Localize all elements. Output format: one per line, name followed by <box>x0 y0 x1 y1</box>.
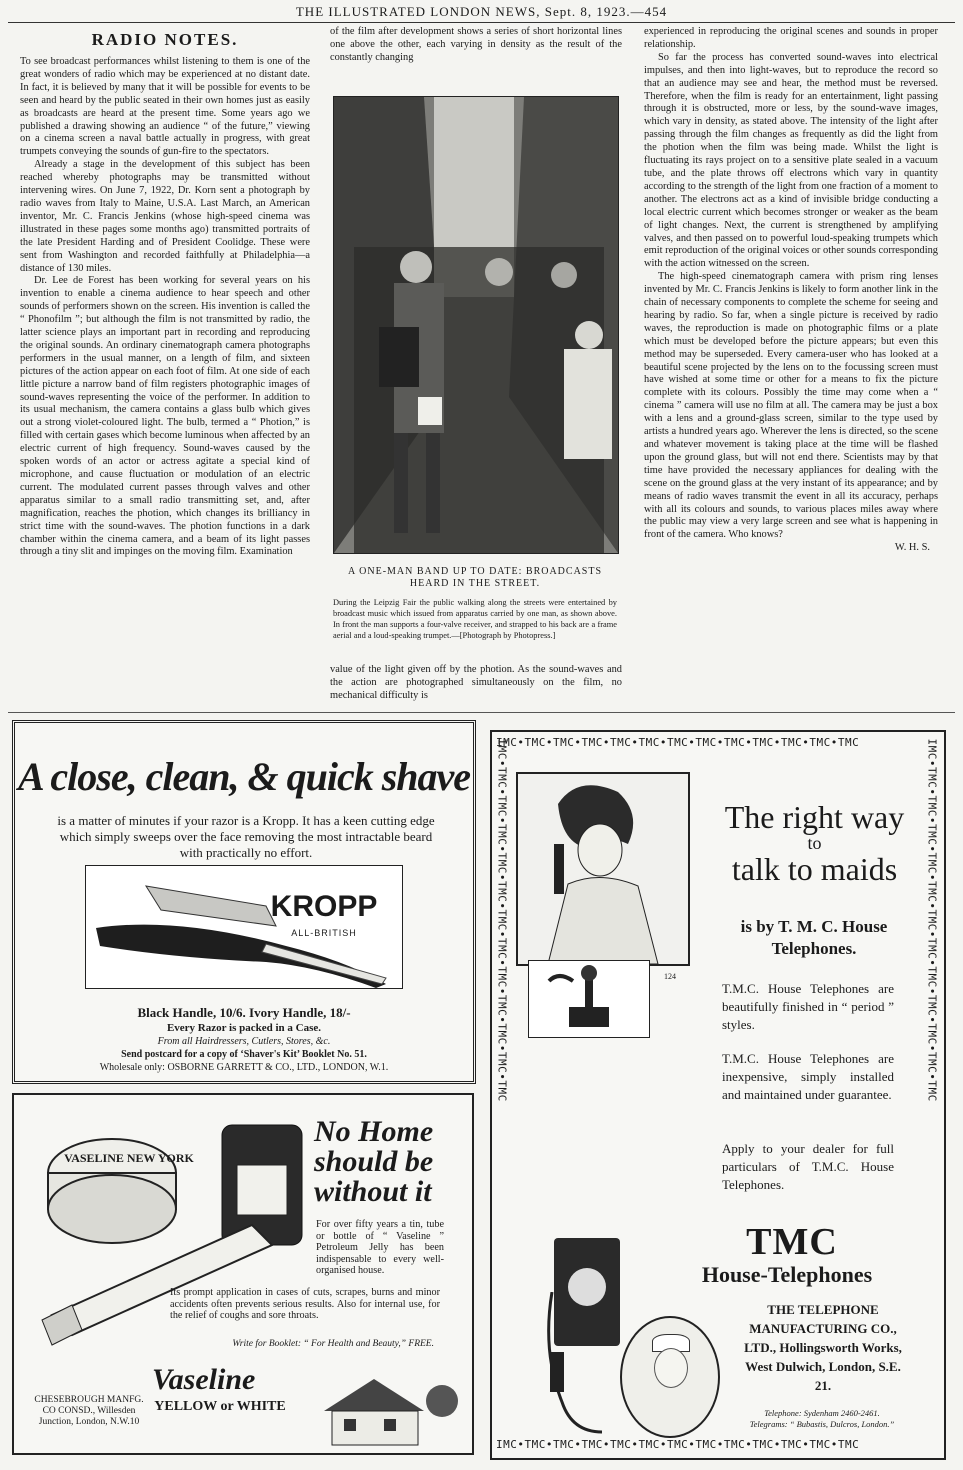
tmc-headline-line1: The right way <box>724 799 905 835</box>
house-icon <box>314 1371 460 1449</box>
tmc-headline <box>707 800 922 886</box>
paragraph: of the film after development shows a series of short horizontal lines one above the other, each varying in density as the result of the constantly changing <box>330 26 622 63</box>
tmc-telegrams: Telegrams: “ Bubastis, Dulcros, London.” <box>749 1419 895 1429</box>
kropp-case-note: Every Razor is packed in a Case. <box>166 1022 322 1034</box>
article-column-3 <box>644 26 938 555</box>
woman-icon <box>518 774 688 964</box>
tmc-headline-line3: talk to maids <box>731 851 898 887</box>
tmc-paragraph-1: T.M.C. House Telephones are beautifully finished in “ period ” styles. <box>722 981 894 1032</box>
kropp-wholesale: Wholesale only: OSBORNE GARRETT & CO., LTD., LONDON, W.1. <box>99 1062 389 1073</box>
kropp-prices: Black Handle, 10/6. Ivory Handle, 18/- <box>137 1005 351 1020</box>
tmc-border-left: IMC•TMC•TMC•TMC•TMC•TMC•TMC•TMC•TMC•TMC•TMC•TMC•TMC <box>495 738 509 1102</box>
photo-caption-body: During the Leipzig Fair the public walking along the streets were entertained by broadcast music which issued from apparatus carried by one man, as shown above. In front the man supports a four-valve receiver, and strapped to his back are a frame aerial and a loud-speaking trumpet.—[Photograph by Photopress.] <box>333 598 617 640</box>
paragraph: experienced in reproducing the original scenes and sounds in proper relationship. <box>644 26 938 50</box>
tmc-logo: TMC <box>746 1221 838 1263</box>
kropp-headline: A close, clean, & quick shave <box>17 754 471 799</box>
page-header: THE ILLUSTRATED LONDON NEWS, Sept. 8, 1923.—454 <box>295 4 668 19</box>
telephone-cord-icon <box>542 1292 632 1442</box>
vaseline-logo-sub: YELLOW or WHITE <box>154 1399 286 1414</box>
tmc-paragraph-2: T.M.C. House Telephones are inexpensive, simply installed and maintained under guarantee. <box>722 1051 894 1102</box>
tmc-by-line: is by T. M. C. House Telephones. <box>740 917 888 958</box>
vaseline-address: CHESEBROUGH MANFG. CO CONSD., Willesden Junction, London, N.W.10 <box>34 1395 144 1427</box>
maid-portrait-icon <box>620 1316 720 1438</box>
kropp-brand: KROPP <box>270 890 378 923</box>
signature: W. H. S. <box>894 542 930 554</box>
article-column-1 <box>20 56 310 559</box>
tmc-border-right: IMC•TMC•TMC•TMC•TMC•TMC•TMC•TMC•TMC•TMC•TMC•TMC•TMC <box>925 738 939 1102</box>
vaseline-advertisement <box>12 1093 474 1455</box>
advert-divider <box>8 712 955 713</box>
paragraph: value of the light given off by the photion. As the sound-waves and the action are photographed simultaneously on the film, no mechanical difficulty is <box>330 664 622 701</box>
jar-label: VASELINE NEW YORK <box>64 1151 194 1165</box>
kropp-advertisement <box>12 720 476 1084</box>
vaseline-body-1: For over fifty years a tin, tube or bottle of “ Vaseline ” Petroleum Jelly has been indispensable to every well-organised house. <box>316 1219 444 1277</box>
vaseline-logo: Vaseline <box>152 1363 256 1396</box>
tmc-border-bottom: IMC•TMC•TMC•TMC•TMC•TMC•TMC•TMC•TMC•TMC•TMC•TMC•TMC <box>496 1438 860 1451</box>
telephone-icon <box>529 961 649 1037</box>
tmc-border-top: IMC•TMC•TMC•TMC•TMC•TMC•TMC•TMC•TMC•TMC•TMC•TMC•TMC <box>496 736 860 749</box>
maid-face-icon <box>654 1348 688 1388</box>
tmc-headline-line2: to <box>807 833 822 853</box>
vaseline-booklet: Write for Booklet: “ For Health and Beauty,” FREE. <box>232 1339 434 1349</box>
tmc-company: THE TELEPHONE MANUFACTURING CO., LTD., Hollingsworth Works, West Dulwich, London, S.E. 21. <box>744 1302 902 1393</box>
woman-on-telephone-illustration <box>516 772 690 966</box>
paragraph: Already a stage in the development of this subject has been reached whereby photographs may be transmitted without intervening wires. On June 7, 1922, Dr. Korn sent a photograph by radio waves from Italy to Maine, U.S.A. Last March, an American inventor, Mr. C. Francis Jenkins (whose high-speed cinema was illustrated in these pages some months ago) transmitted portraits of the late President Harding and of President Coolidge. These were sent from Washington and recorded faithfully at Philadelphia—a distance of 130 miles. <box>20 159 310 274</box>
photo-illustration <box>334 97 618 553</box>
vaseline-headline: No Home should be without it <box>314 1115 434 1208</box>
kropp-booklet: Send postcard for a copy of ‘Shaver's Kit’ Booklet No. 51. <box>121 1049 367 1060</box>
paragraph: The high-speed cinematograph camera with prism ring lenses invented by Mr. C. Francis Jenkins is likely to form another link in the chain of necessary components to complete the scheme for seeing and hearing by radio. So far, when a single picture is received by radio waves, the reproduction is made on photographic films or a plate which must be developed before the picture appears; but even this method may be superseded. Every camera-user who has looked at a beautiful scene projected by the lens on to the focussing screen must have wished at some time or other for a means to fix the picture complete with its colours. Possibly the time may come when a “ cinema ” camera will use no film at all. The camera may be just a box with a lens and a ground-glass screen, similar to the type used by artists a hundred years ago. Wherever the lens is directed, so the scene and whatever movement is taking place at the time will be flashed upon the ground glass, but will not end there. Scientists may by that time have provided the necessary appliances for dealing with the scene on the ground glass at the very instant of its appearance; and by means of radio waves transmit the event in all its accuracy, perhaps with all its colours and sounds, to various places miles away where the public may view a very large screen and see what is happening in front of the camera. Who knows? <box>644 271 938 541</box>
razor-icon <box>86 866 402 988</box>
tmc-telephone-number: Telephone: Sydenham 2460-2461. <box>764 1408 880 1418</box>
tmc-telephone <box>732 1408 912 1430</box>
paragraph: To see broadcast performances whilst listening to them is one of the great wonders of radio which may be experienced at no distant date. In fact, it is believed by many that it will be possible for events to be seen and heard by the public seated in their own homes just as easily as broadcasts are heard at the present time. Some years ago we published a drawing showing an audience “ of the future,” viewing on a cinema screen a naval battle actually in progress, with great trumpets conveying the sounds of gun-fire to the spectators. <box>20 56 310 158</box>
paragraph: So far the process has converted sound-waves into electrical impulses, and then into light-waves, but to reproduce the record so that an audience may see and hear, the method must be reversed. Therefore, when the film is ready for an entertainment, light passing through it is obstructed, more or less, by the sound-wave images, which vary in density, as stated above. The intensity of the light after passing through the film changes as frequently as did the light from the photion when the film was being made. Whilst the light is fluctuating its rays project on to a sensitive plate sealed in a vacuum tube, and the plate throws off electrons which vary in quantity according to the strength of the light from one fraction of a moment to another. The electrons act as a kind of invisible bridge conducting a local electric current which becomes stronger or weaker as the beam of light changes. Next, the current is strengthened by amplifying valves, and then passed on to powerful loud-speaking trumpets which emit reproduction of the original voices or other sounds corresponding with the action witnessed on the screen. <box>644 51 938 270</box>
paragraph: Dr. Lee de Forest has been working for several years on his invention to enable a cinema audience to hear speech and other sounds of performers shown on the screen. His invention is called the “ Phonofilm ”; but although the film is not transmitted by radio, the latter science plays an important part in recording and reproducing the original sounds. An ordinary cinematograph camera photographs performers in the usual manner, on a length of film, and sixteen pictures of the action appear on each foot of film. At one side of each little picture a narrow band of film registers photographic images of sound-waves representing the voice of the performer. In addition to its usual mechanism, the camera contains a glass bulb which gives out a strong violet-coloured light. The bulb, termed a “ Photion,” is filled with certain gases which become luminous when affected by an electric current of high frequency. Sound-waves caused by the spoken words of an actor or actress agitate a special kind of microphone, and cause fluctuation or modulation of an electric current. The modulated current passes through valves and other apparatus similar to a small radio transmitting set, and, after magnification, reaches the photion, which changes its brilliancy in strict time with the sound-waves. The photion functions in a dark chamber within the cinema camera, and a beam of its light passes through a tiny slit and impinges on the moving film. Examination <box>20 275 310 558</box>
article-column-2-bottom <box>330 664 622 703</box>
kropp-body: is a matter of minutes if your razor is a Kropp. It has a keen cutting edge which simply sweeps over the face removing the most intractable beard with practically no effort. <box>57 813 435 860</box>
razor-illustration <box>85 865 403 989</box>
tmc-advertisement <box>490 730 946 1460</box>
candlestick-telephone-illustration <box>528 960 650 1038</box>
kropp-stockists: From all Hairdressers, Cutlers, Stores, &c. <box>157 1036 331 1047</box>
header-rule <box>8 22 955 23</box>
vaseline-body-2: Its prompt application in cases of cuts, scrapes, burns and minor accidents often prevents serious results. Also for internal use, for the relief of coughs and sore throats. <box>170 1287 440 1322</box>
photo-caption-title: A ONE-MAN BAND UP TO DATE: BROADCASTS HEARD IN THE STREET. <box>347 566 603 589</box>
tmc-paragraph-3: Apply to your dealer for full particulars of T.M.C. House Telephones. <box>722 1141 894 1192</box>
kropp-brand-sub: ALL-BRITISH <box>291 928 357 938</box>
street-photograph <box>333 96 619 554</box>
tmc-logo-sub: House-Telephones <box>701 1262 873 1287</box>
tmc-mark: 124 <box>664 972 676 981</box>
article-column-2-top <box>330 26 622 65</box>
article-title: RADIO NOTES. <box>91 30 239 49</box>
